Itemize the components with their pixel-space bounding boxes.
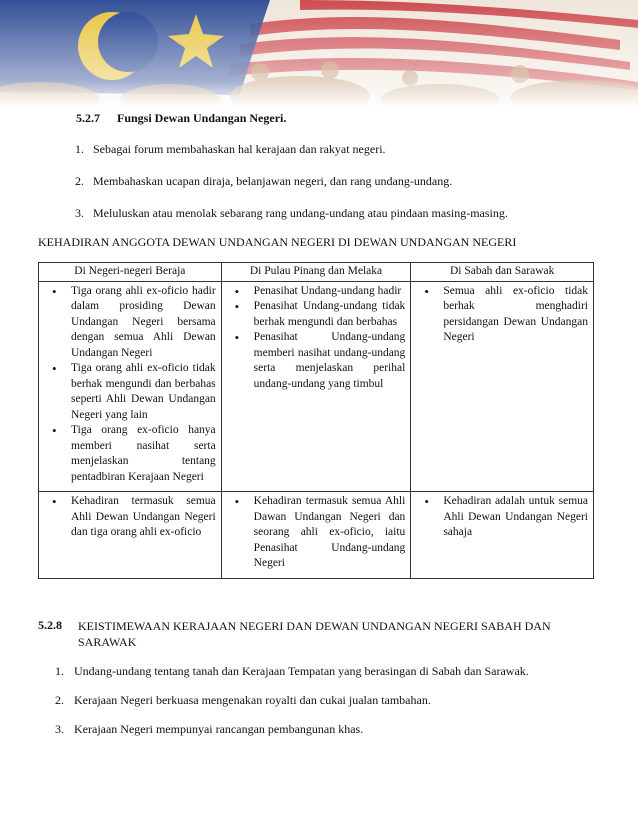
section-number: 5.2.7 xyxy=(76,111,100,125)
fungsi-list xyxy=(75,142,508,238)
list-item: 2. Membahaskan ucapan diraja, belanjawan negeri, dan rang undang-undang. xyxy=(75,174,453,188)
bullet-item: • Tiga orang ahli ex-oficio tidak berhak mengundi dan berbahas seperti Ahli Dewan Undangan Negeri yang lain xyxy=(71,361,216,423)
bullet-item: • Kehadiran adalah untuk semua Ahli Dewan Undangan Negeri sahaja xyxy=(443,494,588,541)
table-cell xyxy=(221,281,411,492)
attendance-table xyxy=(38,262,594,579)
section-5-2-7-heading xyxy=(76,111,286,126)
section-title: Fungsi Dewan Undangan Negeri. xyxy=(117,111,287,125)
list-item: 1. Sebagai forum membahaskan hal kerajaan dan rakyat negeri. xyxy=(75,142,386,156)
table-cell xyxy=(39,492,222,579)
bullet-item: • Tiga orang ex-oficio hanya memberi nasihat serta menjelaskan tentang pentadbiran Kerajaan Negeri xyxy=(71,423,216,485)
table-cell xyxy=(411,492,594,579)
table-header-row xyxy=(39,263,594,282)
bullet-item: • Kehadiran termasuk semua Ahli Dawan Undangan Negeri dan seorang ahli ex-oficio, iaitu Penasihat Undang-undang Negeri xyxy=(254,494,406,572)
list-item: 1. Undang-undang tentang tanah dan Kerajaan Tempatan yang berasingan di Sabah dan Sarawak. xyxy=(55,664,529,678)
table-row xyxy=(39,281,594,492)
bullet-item: • Tiga orang ahli ex-oficio hadir dalam prosiding Dewan Undangan Negeri bersama dengan semua Ahli Dewan Undangan Negeri xyxy=(71,284,216,362)
bullet-item: • Kehadiran termasuk semua Ahli Dewan Undangan Negeri dan tiga orang ahli ex-oficio xyxy=(71,494,216,541)
table-cell xyxy=(221,492,411,579)
list-item: 3. Meluluskan atau menolak sebarang rang undang-undang atau pindaan masing-masing. xyxy=(75,206,508,220)
bullet-item: • Penasihat Undang-undang hadir xyxy=(254,284,406,300)
section-number: 5.2.8 xyxy=(38,618,62,632)
list-item: 3. Kerajaan Negeri mempunyai rancangan pembangunan khas. xyxy=(55,722,364,736)
section-title: KEISTIMEWAAN KERAJAAN NEGERI DAN DEWAN UNDANGAN NEGERI SABAH DAN SARAWAK xyxy=(78,619,551,649)
keistimewaan-list xyxy=(55,664,529,751)
table-row xyxy=(39,492,594,579)
bullet-item: • Semua ahli ex-oficio tidak berhak menghadiri persidangan Dewan Undangan Negeri xyxy=(443,284,588,346)
bullet-item: • Penasihat Undang-undang memberi nasihat undang-undang serta menjelaskan perihal undang-undang yang timbul xyxy=(254,330,406,392)
column-header: Di Pulau Pinang dan Melaka xyxy=(221,263,411,282)
table-cell xyxy=(39,281,222,492)
column-header: Di Sabah dan Sarawak xyxy=(411,263,594,282)
column-header: Di Negeri-negeri Beraja xyxy=(39,263,222,282)
attendance-heading: KEHADIRAN ANGGOTA DEWAN UNDANGAN NEGERI DI DEWAN UNDANGAN NEGERI xyxy=(38,235,517,249)
table-cell xyxy=(411,281,594,492)
malaysian-flag-banner xyxy=(0,0,638,108)
bullet-item: • Penasihat Undang-undang tidak berhak mengundi dan berbahas xyxy=(254,299,406,330)
list-item: 2. Kerajaan Negeri berkuasa mengenakan royalti dan cukai jualan tambahan. xyxy=(55,693,431,707)
